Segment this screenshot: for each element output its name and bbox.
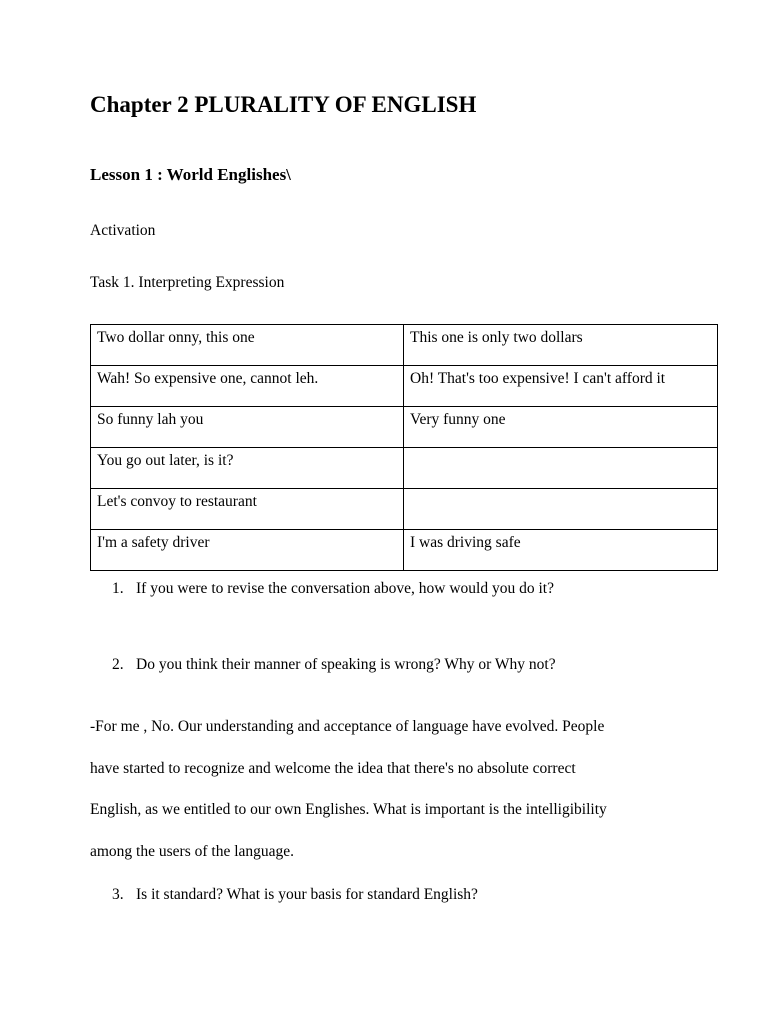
table-row bbox=[91, 366, 718, 407]
table-cell-interpretation bbox=[404, 489, 718, 530]
table-cell-interpretation: This one is only two dollars bbox=[404, 325, 718, 366]
table-cell-interpretation: Oh! That's too expensive! I can't afford it bbox=[404, 366, 718, 407]
table-row bbox=[91, 407, 718, 448]
table-cell-expression: Wah! So expensive one, cannot leh. bbox=[91, 366, 404, 407]
table-row bbox=[91, 325, 718, 366]
expression-table bbox=[90, 324, 718, 571]
question-text: Do you think their manner of speaking is wrong? Why or Why not? bbox=[136, 656, 556, 673]
lesson-title: Lesson 1 : World Englishes\ bbox=[90, 165, 291, 184]
table-cell-interpretation: Very funny one bbox=[404, 407, 718, 448]
table-row bbox=[91, 489, 718, 530]
question-item bbox=[112, 886, 478, 904]
question-number: 1. bbox=[112, 580, 124, 597]
chapter-title: Chapter 2 PLURALITY OF ENGLISH bbox=[90, 92, 477, 117]
question-text: If you were to revise the conversation above, how would you do it? bbox=[136, 580, 554, 597]
answer-line: among the users of the language. bbox=[90, 842, 295, 860]
task-title: Task 1. Interpreting Expression bbox=[90, 274, 285, 291]
question-number: 2. bbox=[112, 656, 124, 673]
table-row bbox=[91, 530, 718, 571]
answer-line: English, as we entitled to our own Englishes. What is important is the intelligibility bbox=[90, 801, 607, 818]
table-cell-expression: So funny lah you bbox=[91, 407, 404, 448]
question-item bbox=[112, 656, 556, 674]
question-item bbox=[112, 580, 554, 598]
table-cell-expression: I'm a safety driver bbox=[91, 530, 404, 571]
table-cell-expression: Let's convoy to restaurant bbox=[91, 489, 404, 530]
answer-line: -For me , No. Our understanding and acceptance of language have evolved. People bbox=[90, 718, 605, 735]
section-label: Activation bbox=[90, 222, 156, 239]
table-cell-interpretation: I was driving safe bbox=[404, 530, 718, 571]
table-cell-expression: Two dollar onny, this one bbox=[91, 325, 404, 366]
question-text: Is it standard? What is your basis for standard English? bbox=[136, 886, 478, 903]
table-cell-expression: You go out later, is it? bbox=[91, 448, 404, 489]
question-number: 3. bbox=[112, 886, 124, 903]
answer-paragraph bbox=[90, 706, 690, 872]
table-cell-interpretation bbox=[404, 448, 718, 489]
table-row bbox=[91, 448, 718, 489]
answer-line: have started to recognize and welcome the idea that there's no absolute correct bbox=[90, 759, 576, 777]
